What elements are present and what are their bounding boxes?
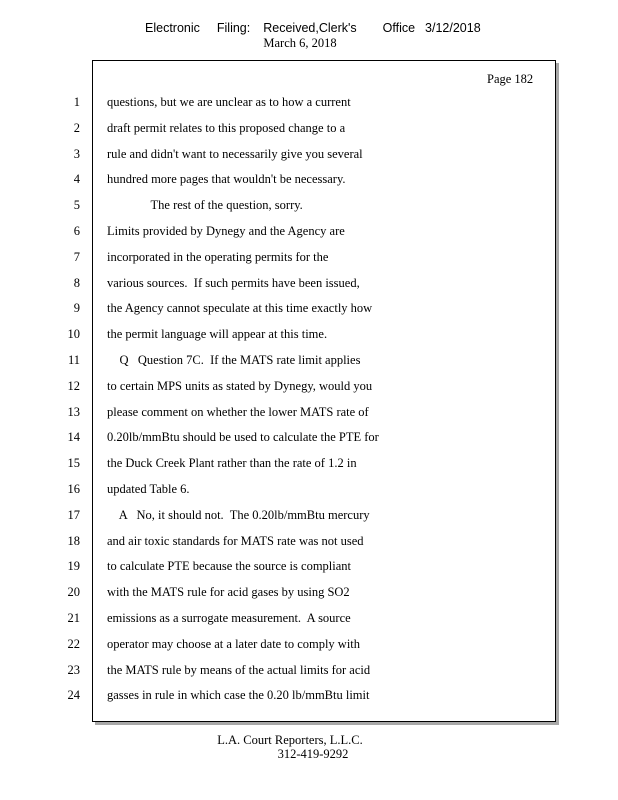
transcript-line <box>0 661 600 687</box>
line-number: 24 <box>67 688 80 703</box>
stamp-received-clerks: Received,Clerk's <box>263 21 357 35</box>
line-text: hundred more pages that wouldn't be necessary. <box>107 172 346 187</box>
line-text: various sources. If such permits have been issued, <box>107 275 360 290</box>
transcript-line <box>0 351 600 377</box>
line-text: questions, but we are unclear as to how a current <box>107 95 351 109</box>
line-text: incorporated in the operating permits for the <box>107 249 329 264</box>
line-number: 12 <box>67 378 80 393</box>
line-text: and air toxic standards for MATS rate was not used <box>107 533 364 548</box>
line-text: to calculate PTE because the source is compliant <box>107 559 352 574</box>
hearing-date: March 6, 2018 <box>263 36 337 50</box>
line-number: 14 <box>67 430 80 445</box>
line-number: 22 <box>67 636 80 651</box>
transcript-line <box>0 428 600 454</box>
line-text: emissions as a surrogate measurement. A source <box>107 610 351 625</box>
footer-phone: 312-419-9292 <box>277 747 349 761</box>
transcript-line <box>0 299 600 325</box>
transcript-line <box>0 609 600 635</box>
line-text: The rest of the question, sorry. <box>107 198 303 213</box>
line-number: 4 <box>73 172 80 187</box>
transcript-line <box>0 196 600 222</box>
stamp-filing: Filing: <box>216 21 251 35</box>
transcript-line <box>0 557 600 583</box>
transcript-line <box>0 454 600 480</box>
transcript-line <box>0 170 600 196</box>
line-number: 1 <box>73 95 80 109</box>
line-text: draft permit relates to this proposed change to a <box>107 120 346 135</box>
transcript-line <box>0 248 600 274</box>
line-number: 10 <box>67 327 80 342</box>
line-text: Limits provided by Dynegy and the Agency are <box>107 223 345 238</box>
line-text: 0.20lb/mmBtu should be used to calculate the PTE for <box>107 430 379 445</box>
line-text: Q Question 7C. If the MATS rate limit applies <box>107 352 361 367</box>
line-number: 18 <box>67 533 80 548</box>
line-number: 2 <box>73 120 80 135</box>
line-number: 19 <box>67 559 80 574</box>
filing-stamp <box>145 21 481 35</box>
transcript-line <box>0 145 600 171</box>
line-number: 16 <box>67 481 80 496</box>
line-text: A No, it should not. The 0.20lb/mmBtu mercury <box>107 507 370 522</box>
line-number: 11 <box>67 352 80 367</box>
transcript-line <box>0 119 600 145</box>
line-number: 15 <box>67 456 80 471</box>
transcript-line <box>0 635 600 661</box>
line-number: 23 <box>67 662 80 677</box>
line-text: updated Table 6. <box>107 481 190 496</box>
line-number: 21 <box>67 610 80 625</box>
footer-reporter: L.A. Court Reporters, L.L.C. <box>217 733 363 747</box>
line-text: the Agency cannot speculate at this time exactly how <box>107 301 373 316</box>
transcript-line <box>0 532 600 558</box>
transcript-line <box>0 583 600 609</box>
line-text: operator may choose at a later date to comply with <box>107 636 361 651</box>
line-number: 20 <box>67 585 80 600</box>
transcript-line <box>0 325 600 351</box>
transcript-line <box>0 480 600 506</box>
line-text: to certain MPS units as stated by Dynegy, would you <box>107 378 373 393</box>
line-text: the Duck Creek Plant rather than the rate of 1.2 in <box>107 456 357 471</box>
stamp-date: 3/12/2018 <box>425 21 481 35</box>
line-number: 13 <box>67 404 80 419</box>
transcript-body <box>0 93 600 712</box>
transcript-line <box>0 222 600 248</box>
line-number: 6 <box>73 223 80 238</box>
line-number: 17 <box>67 507 80 522</box>
stamp-electronic: Electronic <box>145 21 200 35</box>
line-number: 8 <box>73 275 80 290</box>
line-text: with the MATS rule for acid gases by using SO2 <box>107 585 350 600</box>
line-text: the MATS rule by means of the actual limits for acid <box>107 662 371 677</box>
line-number: 7 <box>73 249 80 264</box>
transcript-line <box>0 403 600 429</box>
transcript-line <box>0 377 600 403</box>
transcript-line <box>0 93 600 119</box>
stamp-office: Office <box>382 21 416 35</box>
line-text: the permit language will appear at this time. <box>107 327 328 342</box>
line-text: please comment on whether the lower MATS rate of <box>107 404 369 419</box>
line-number: 9 <box>73 301 80 316</box>
transcript-line <box>0 274 600 300</box>
line-text: rule and didn't want to necessarily give you several <box>107 146 363 161</box>
line-number: 3 <box>73 146 80 161</box>
page-number: Page 182 <box>487 72 534 86</box>
transcript-line <box>0 686 600 712</box>
line-text: gasses in rule in which case the 0.20 lb/mmBtu limit <box>107 688 370 703</box>
transcript-line <box>0 506 600 532</box>
line-number: 5 <box>73 198 80 213</box>
